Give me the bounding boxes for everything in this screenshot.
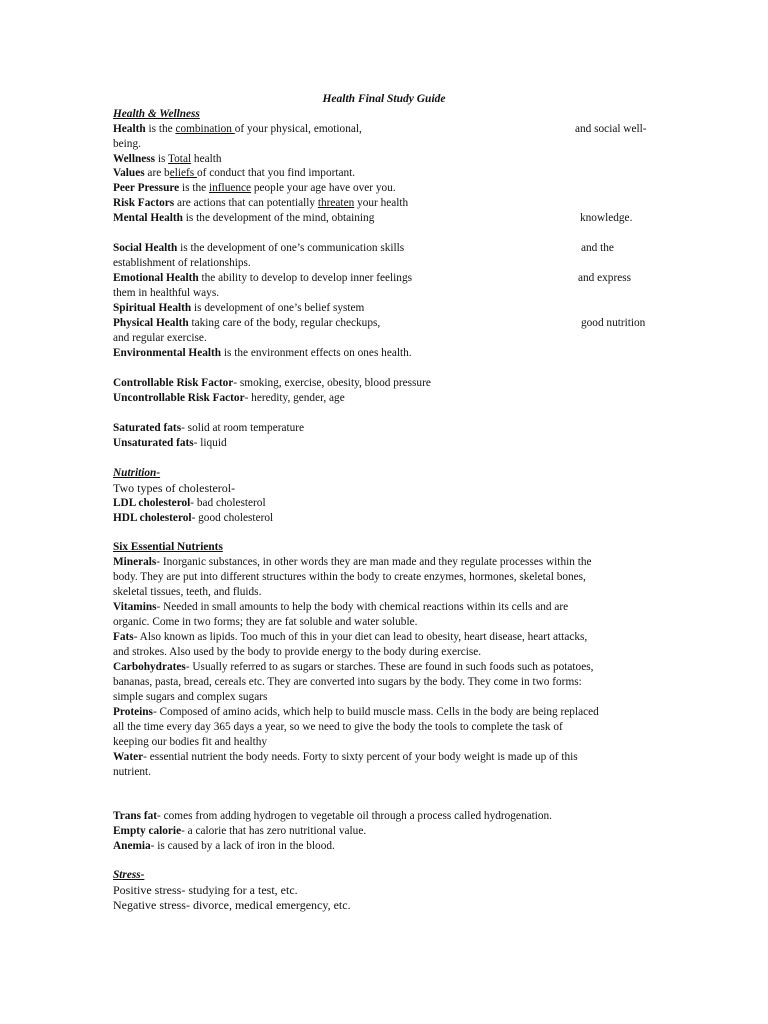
term-risk-factors: Risk Factors are actions that can potentially threaten your health [113, 197, 409, 209]
term-saturated-fats: Saturated fats- solid at room temperature [113, 422, 305, 434]
term-peer-pressure: Peer Pressure is the influence people your age have over you. [113, 182, 396, 194]
term-wellness: Wellness is Total health [113, 153, 222, 165]
term-health-cont: being. [113, 138, 141, 150]
term-fats: Fats- Also known as lipids. Too much of this in your diet can lead to obesity, heart disease, heart attacks, [113, 631, 588, 643]
section-heading-nutrients: Six Essential Nutrients [113, 541, 223, 553]
term-proteins: Proteins- Composed of amino acids, which help to build muscle mass. Cells in the body are being replaced [113, 706, 599, 718]
term-ldl: LDL cholesterol- bad cholesterol [113, 497, 266, 509]
document-title: Health Final Study Guide [322, 93, 446, 105]
term-health: Health is the combination of your physical, emotional, [113, 123, 362, 135]
negative-stress: Negative stress- divorce, medical emergency, etc. [113, 898, 351, 912]
term-spiritual-health: Spiritual Health is development of one’s belief system [113, 302, 365, 314]
term-physical-health: Physical Health taking care of the body, regular checkups, [113, 317, 381, 329]
term-emotional-health: Emotional Health the ability to develop to develop inner feelings [113, 272, 412, 284]
term-carbohydrates-line2: bananas, pasta, bread, cereals etc. They are converted into sugars by the body. They come in two forms: [113, 676, 582, 688]
term-carbohydrates: Carbohydrates- Usually referred to as sugars or starches. These are found in such foods such as potatoes, [113, 661, 594, 673]
term-proteins-line2: all the time every day 365 days a year, so we need to give the body the tools to complete the task of [113, 721, 563, 733]
term-empty-calorie: Empty calorie- a calorie that has zero nutritional value. [113, 825, 367, 837]
term-proteins-line3: keeping our bodies fit and healthy [113, 736, 268, 748]
term-mental-health-right: knowledge. [580, 212, 633, 224]
term-vitamins-line2: organic. Come in two forms; they are fat soluble and water soluble. [113, 616, 418, 628]
term-emotional-health-right: and express [578, 272, 632, 284]
positive-stress: Positive stress- studying for a test, etc. [113, 883, 298, 897]
term-vitamins: Vitamins- Needed in small amounts to help the body with chemical reactions within its cells and are [113, 601, 569, 613]
term-physical-health-cont: and regular exercise. [113, 332, 207, 344]
term-social-health-right: and the [581, 242, 614, 254]
term-anemia: Anemia- is caused by a lack of iron in the blood. [113, 840, 335, 852]
term-values: Values are beliefs of conduct that you find important. [113, 167, 356, 179]
cholesterol-intro: Two types of cholesterol- [113, 481, 236, 495]
term-uncontrollable-risk: Uncontrollable Risk Factor- heredity, gender, age [113, 392, 345, 404]
term-social-health-cont: establishment of relationships. [113, 257, 251, 269]
term-minerals-line3: skeletal tissues, teeth, and fluids. [113, 586, 262, 598]
section-heading-stress: Stress- [113, 869, 145, 881]
section-heading-nutrition: Nutrition- [113, 467, 161, 479]
term-mental-health: Mental Health is the development of the mind, obtaining [113, 212, 375, 224]
term-minerals: Minerals- Inorganic substances, in other words they are man made and they regulate processes within the [113, 556, 592, 568]
term-fats-line2: and strokes. Also used by the body to provide energy to the body during exercise. [113, 646, 482, 658]
term-carbohydrates-line3: simple sugars and complex sugars [113, 691, 268, 703]
term-trans-fat: Trans fat- comes from adding hydrogen to vegetable oil through a process called hydrogenation. [113, 810, 553, 822]
term-water: Water- essential nutrient the body needs. Forty to sixty percent of your body weight is made up of this [113, 751, 578, 763]
term-physical-health-right: good nutrition [581, 317, 646, 329]
term-controllable-risk: Controllable Risk Factor- smoking, exercise, obesity, blood pressure [113, 377, 431, 389]
term-environmental-health: Environmental Health is the environment effects on ones health. [113, 347, 412, 359]
section-heading-wellness: Health & Wellness [113, 108, 200, 120]
term-social-health: Social Health is the development of one’s communication skills [113, 242, 405, 254]
term-hdl: HDL cholesterol- good cholesterol [113, 512, 274, 524]
term-emotional-health-cont: them in healthful ways. [113, 287, 220, 299]
term-water-line2: nutrient. [113, 766, 151, 778]
term-minerals-line2: body. They are put into different structures within the body to create enzymes, hormones, skeletal bones, [113, 571, 586, 583]
term-unsaturated-fats: Unsaturated fats- liquid [113, 437, 227, 449]
term-health-right: and social well- [575, 123, 647, 135]
